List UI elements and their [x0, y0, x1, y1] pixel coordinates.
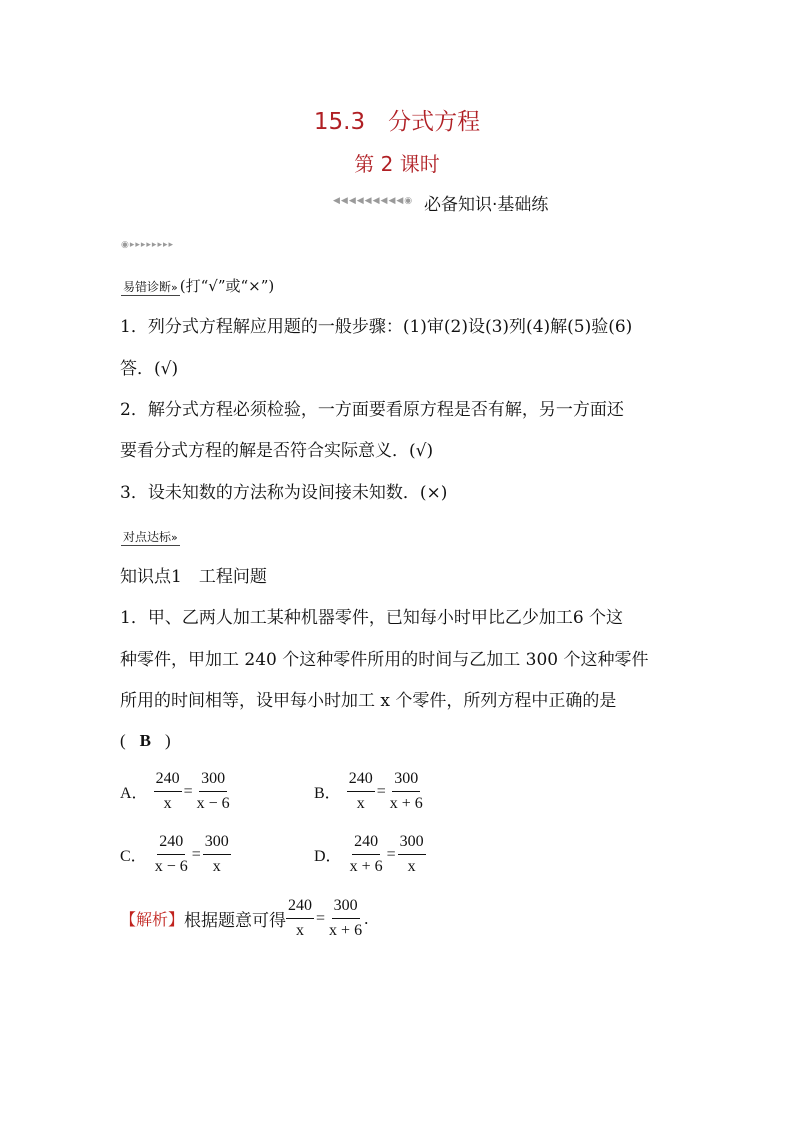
option-b[interactable]: B． $\frac{240}{x}$ = $\frac{300}{x + 6}$	[314, 770, 423, 812]
question-line-3: 所用的时间相等，设甲每小时加工 x 个零件，所列方程中正确的是	[120, 691, 617, 711]
double-arrow-icon: »	[171, 531, 178, 544]
section-title: 15.3 分式方程	[313, 109, 481, 135]
diagnosis-line-1: 1．列分式方程解应用题的一般步骤：(1)审(2)设(3)列(4)解(5)验(6)	[120, 317, 633, 337]
option-c[interactable]: C． $\frac{240}{x - 6}$ = $\frac{300}{x}$	[120, 833, 229, 875]
double-arrow-icon: »	[171, 281, 178, 294]
diagnosis-line-5: 3．设未知数的方法称为设间接未知数．(×)	[120, 483, 448, 503]
answer-row: ( B )	[120, 731, 171, 750]
diagnosis-line-4: 要看分式方程的解是否符合实际意义．(√)	[120, 441, 434, 461]
diagnosis-header	[121, 275, 274, 297]
knowledge-point: 知识点1 工程问题	[120, 567, 267, 587]
option-d[interactable]: D． $\frac{240}{x + 6}$ = $\frac{300}{x}$	[314, 833, 424, 875]
lesson-title: 第 2 课时	[354, 152, 440, 176]
ribbon-label: 必备知识·基础练	[424, 195, 549, 215]
option-a[interactable]: A． $\frac{240}{x}$ = $\frac{300}{x - 6}$	[120, 770, 230, 812]
ribbon-arrows-icon: ◀◀◀◀◀◀◀◀◀◉	[333, 196, 414, 206]
answer-value: B	[139, 731, 152, 750]
section-dots-icon: ◉▸▸▸▸▸▸▸▸	[121, 240, 174, 250]
practice-header	[121, 526, 180, 545]
question-line-2: 种零件，甲加工 240 个这种零件所用的时间与乙加工 300 个这种零件	[120, 650, 649, 670]
analysis: 【解析】 根据题意可得 $\frac{240}{x}$ = $\frac{300}{x + 6}$ .	[120, 897, 369, 939]
diagnosis-instruction: (打“√”或“×”)	[179, 277, 275, 295]
practice-tag: 对点达标»	[123, 530, 178, 544]
question-line-1: 1．甲、乙两人加工某种机器零件，已知每小时甲比乙少加工6 个这	[120, 608, 624, 628]
diagnosis-tag: 易错诊断»	[123, 280, 178, 294]
analysis-text: 根据题意可得	[184, 911, 287, 931]
analysis-tag: 【解析】	[120, 910, 185, 929]
diagnosis-line-2: 答．(√)	[120, 359, 179, 379]
diagnosis-line-3: 2．解分式方程必须检验，一方面要看原方程是否有解，另一方面还	[120, 400, 624, 420]
